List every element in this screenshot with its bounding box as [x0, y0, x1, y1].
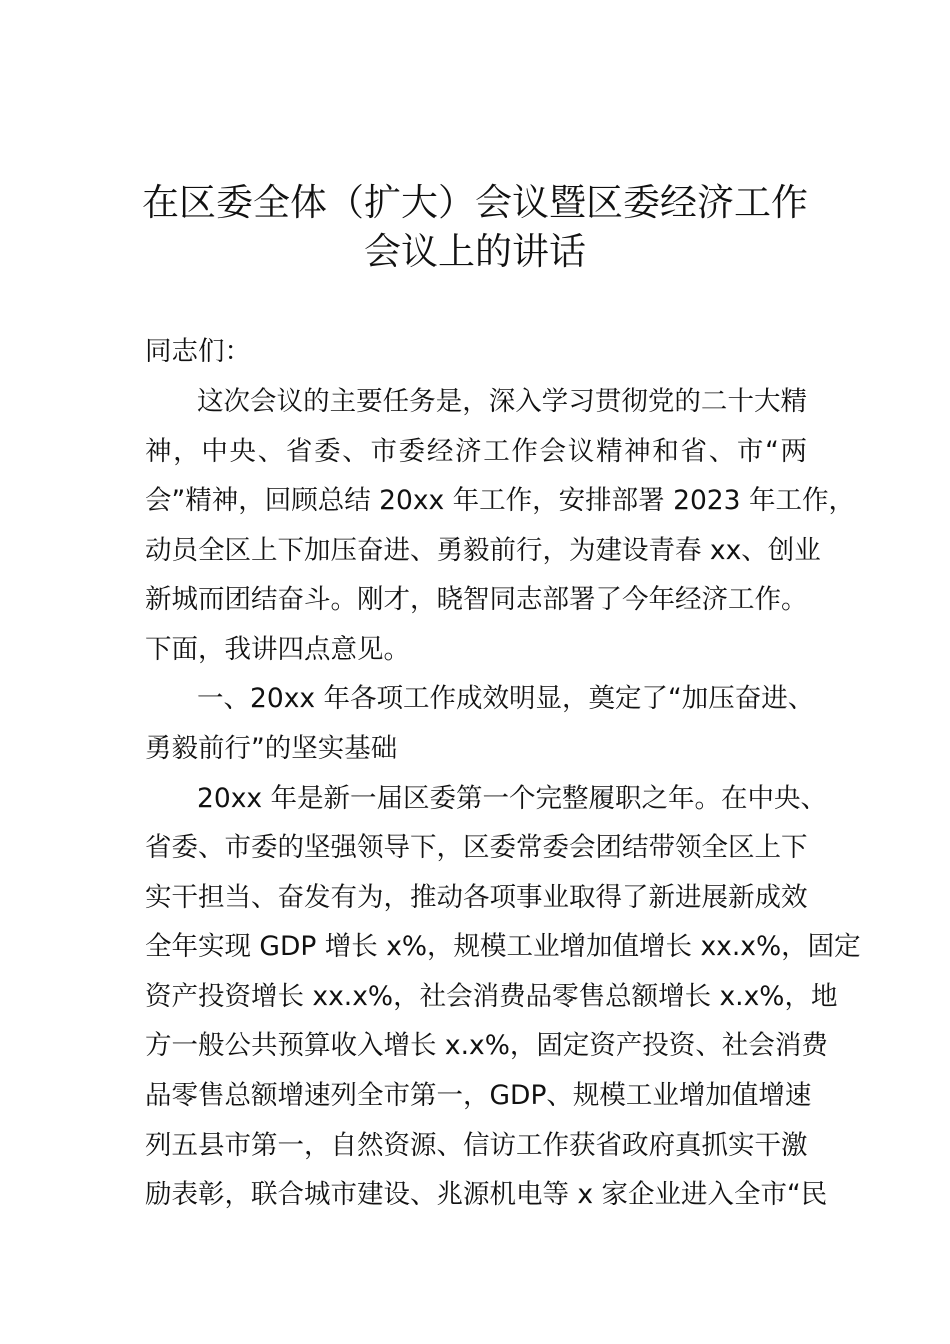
salutation: 同志们： [145, 336, 251, 367]
paragraph-line: 下面，我讲四点意见。 [145, 634, 410, 665]
paragraph-line: 列五县市第一，自然资源、信访工作获省政府真抓实干激 [145, 1130, 808, 1161]
paragraph-line: 新城而团结奋斗。刚才，晓智同志部署了今年经济工作。 [145, 584, 808, 615]
section-heading-line: 勇毅前行”的坚实基础 [145, 733, 398, 764]
paragraph-line: 励表彰，联合城市建设、兆源机电等 x 家企业进入全市“民 [145, 1179, 828, 1210]
paragraph-line: 动员全区上下加压奋进、勇毅前行，为建设青春 xx、创业 [145, 535, 821, 566]
document-title-line-2: 会议上的讲话 [364, 230, 586, 273]
paragraph-line: 会”精神，回顾总结 20xx 年工作，安排部署 2023 年工作， [145, 485, 855, 516]
paragraph-line: 省委、市委的坚强领导下，区委常委会团结带领全区上下 [145, 832, 808, 863]
paragraph-line: 资产投资增长 xx.x%，社会消费品零售总额增长 x.x%，地 [145, 981, 838, 1012]
paragraph-line: 神，中央、省委、市委经济工作会议精神和省、市“两 [145, 436, 807, 467]
document-title-line-1: 在区委全体（扩大）会议暨区委经济工作 [142, 181, 808, 224]
paragraph-line: 全年实现 GDP 增长 x%，规模工业增加值增长 xx.x%，固定 [145, 931, 861, 962]
paragraph-line: 实干担当、奋发有为，推动各项事业取得了新进展新成效 [145, 882, 808, 913]
paragraph-line: 品零售总额增速列全市第一，GDP、规模工业增加值增速 [145, 1080, 812, 1111]
paragraph-line: 方一般公共预算收入增长 x.x%，固定资产投资、社会消费 [145, 1030, 828, 1061]
paragraph-line: 这次会议的主要任务是，深入学习贯彻党的二十大精 [197, 386, 807, 417]
paragraph-line: 20xx 年是新一届区委第一个完整履职之年。在中央、 [197, 783, 828, 814]
section-heading-line: 一、20xx 年各项工作成效明显，奠定了“加压奋进、 [197, 683, 815, 714]
